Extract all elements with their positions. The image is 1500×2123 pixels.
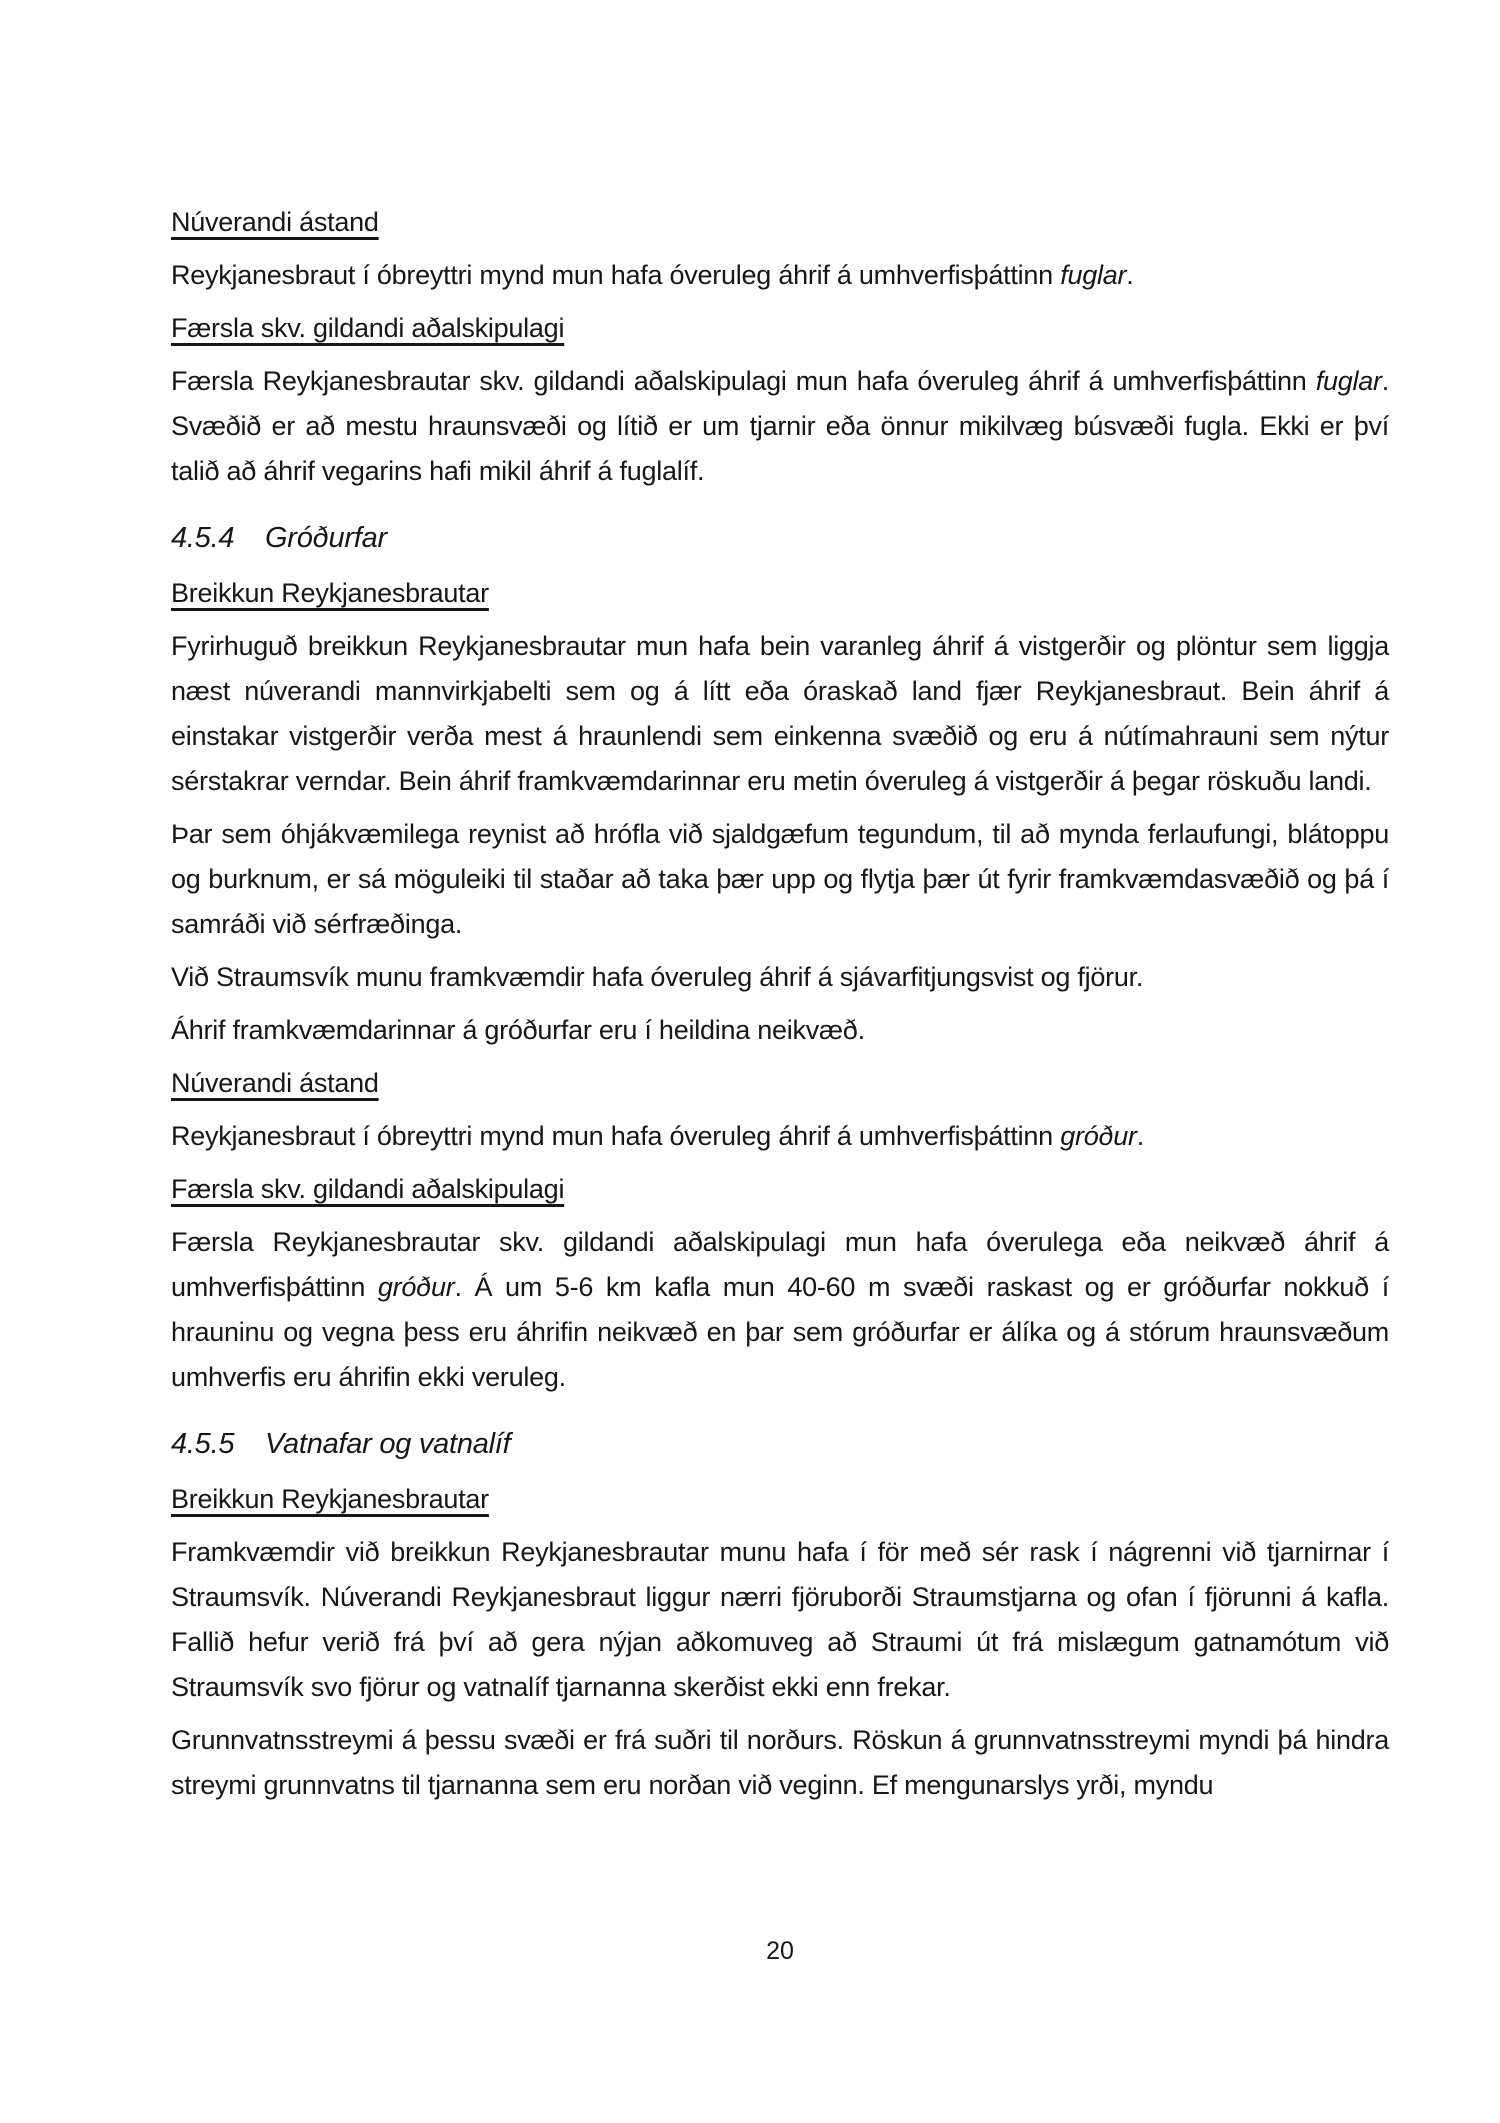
text-segment: . Svæðið er að mestu hraunsvæði og lítið er um tjarnir eða önnur mikilvæg búsvæði fugla. Ekki er því talið að áhrif vegarins hafi mikil áhrif á fuglalíf. [171, 366, 1389, 486]
underlined-heading [171, 1477, 1389, 1522]
underlined-heading-text: Færsla skv. gildandi aðalskipulagi [171, 313, 565, 343]
text-segment: Færsla Reykjanesbrautar skv. gildandi aðalskipulagi mun hafa óverulega eða neikvæð áhrif á umhverfisþáttinn [171, 1227, 1389, 1302]
underlined-heading-text: Breikkun Reykjanesbrautar [171, 578, 489, 608]
underlined-heading-text: Núverandi ástand [171, 207, 379, 237]
section-number: 4.5.4 [171, 522, 235, 554]
paragraph [171, 1114, 1389, 1159]
underlined-heading-text: Núverandi ástand [171, 1068, 379, 1098]
text-segment: Við Straumsvík munu framkvæmdir hafa óveruleg áhrif á sjávarfitjungsvist og fjörur. [171, 962, 1144, 992]
paragraph [171, 253, 1389, 298]
text-segment: Þar sem óhjákvæmilega reynist að hrófla við sjaldgæfum tegundum, til að mynda ferlaufungi, blátoppu og burknum, er sá möguleiki til staðar að taka þær upp og flytja þær út fyrir framkvæmdasvæðið og þá í samráði við sérfræðinga. [171, 819, 1389, 939]
italic-term: fuglar [1060, 260, 1127, 290]
text-segment: . Á um 5-6 km kafla mun 40-60 m svæði raskast og er gróðurfar nokkuð í hrauninu og vegna þess eru áhrifin neikvæð en þar sem gróðurfar er álíka og á stórum hraunsvæðum umhverfis eru áhrifin ekki veruleg. [171, 1272, 1389, 1392]
page-number: 20 [766, 1937, 794, 1965]
paragraph [171, 624, 1389, 804]
section-title: Gróðurfar [265, 522, 387, 554]
italic-term: gróður [377, 1272, 455, 1302]
underlined-heading [171, 571, 1389, 616]
underlined-heading-text: Breikkun Reykjanesbrautar [171, 1484, 489, 1514]
underlined-heading [171, 1061, 1389, 1106]
underlined-heading [171, 1167, 1389, 1212]
italic-term: gróður [1060, 1121, 1137, 1151]
italic-term: fuglar [1315, 366, 1382, 396]
text-segment: Reykjanesbraut í óbreyttri mynd mun hafa óveruleg áhrif á umhverfisþáttinn [171, 260, 1061, 290]
document-content [171, 200, 1389, 1816]
text-segment: . [1136, 1121, 1145, 1151]
section-heading [171, 516, 1389, 561]
text-segment: Færsla Reykjanesbrautar skv. gildandi aðalskipulagi mun hafa óveruleg áhrif á umhverfisþáttinn [171, 366, 1316, 396]
section-number: 4.5.5 [171, 1428, 235, 1460]
paragraph [171, 812, 1389, 947]
paragraph [171, 1220, 1389, 1400]
section-heading [171, 1422, 1389, 1467]
paragraph [171, 359, 1389, 494]
text-segment: Reykjanesbraut í óbreyttri mynd mun hafa óveruleg áhrif á umhverfisþáttinn [171, 1121, 1061, 1151]
text-segment: Grunnvatnsstreymi á þessu svæði er frá suðri til norðurs. Röskun á grunnvatnsstreymi myndi þá hindra streymi grunnvatns til tjarnanna sem eru norðan við veginn. Ef mengunarslys yrði, myndu [171, 1725, 1389, 1800]
underlined-heading [171, 200, 1389, 245]
underlined-heading-text: Færsla skv. gildandi aðalskipulagi [171, 1174, 565, 1204]
underlined-heading [171, 306, 1389, 351]
paragraph [171, 1530, 1389, 1710]
text-segment: Fyrirhuguð breikkun Reykjanesbrautar mun hafa bein varanleg áhrif á vistgerðir og plöntur sem liggja næst núverandi mannvirkjabelti sem og á lítt eða óraskað land fjær Reykjanesbraut. Bein áhrif á einstakar vistgerðir verða mest á hraunlendi sem einkenna svæðið og eru á nútímahrauni sem nýtur sérstakrar verndar. Bein áhrif framkvæmdarinnar eru metin óveruleg á vistgerðir á þegar röskuðu landi. [171, 631, 1389, 796]
text-segment: Framkvæmdir við breikkun Reykjanesbrautar munu hafa í för með sér rask í nágrenni við tjarnirnar í Straumsvík. Núverandi Reykjanesbraut liggur nærri fjöruborði Straumstjarna og ofan í fjörunni á kafla. Fallið hefur verið frá því að gera nýjan aðkomuveg að Straumi út frá mislægum gatnamótum við Straumsvík svo fjörur og vatnalíf tjarnanna skerðist ekki enn frekar. [171, 1537, 1389, 1702]
paragraph [171, 955, 1389, 1000]
text-segment: . [1126, 260, 1134, 290]
paragraph [171, 1718, 1389, 1808]
section-title: Vatnafar og vatnalíf [265, 1428, 511, 1460]
paragraph [171, 1008, 1389, 1053]
text-segment: Áhrif framkvæmdarinnar á gróðurfar eru í heildina neikvæð. [171, 1015, 865, 1045]
